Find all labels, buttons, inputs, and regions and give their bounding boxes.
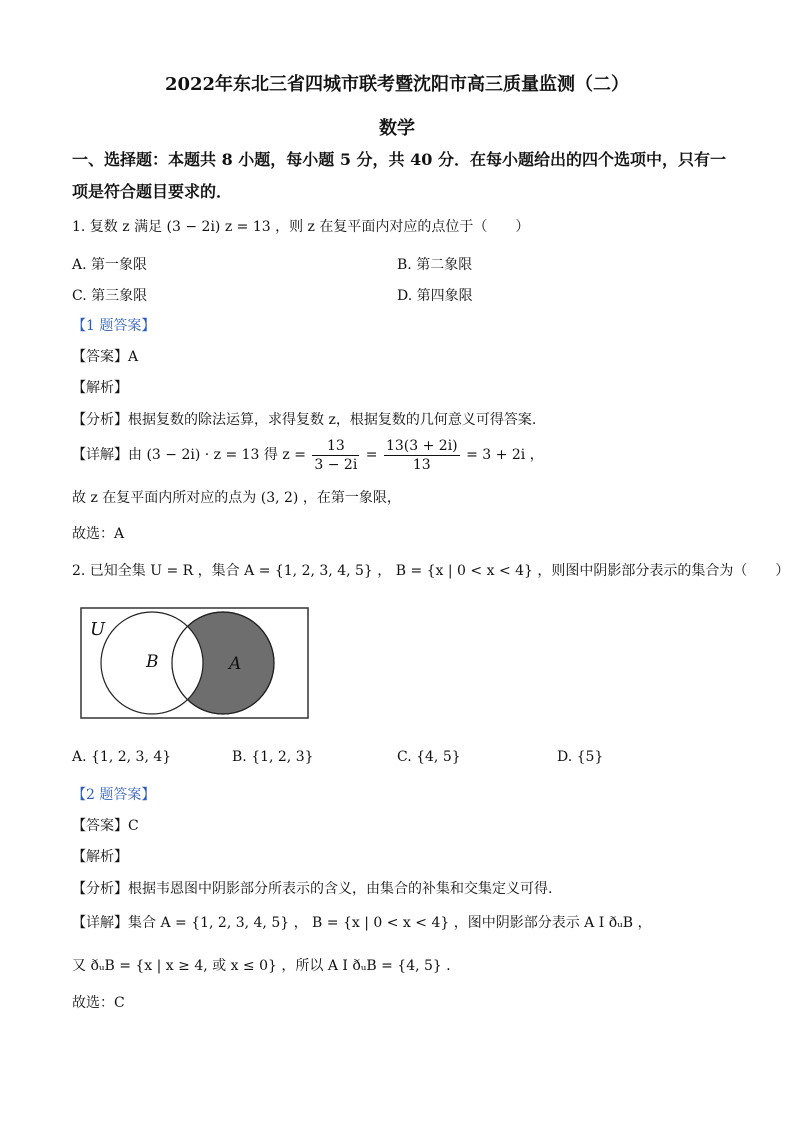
q2-also: 又 ðᵤB = {x | x ≥ 4, 或 x ≤ 0} ，所以 A I ðᵤB = {4, 5} ． [72,958,461,974]
q1-option-d: D. 第四象限 [397,288,473,304]
page-title: 2022年东北三省四城市联考暨沈阳市高三质量监测（二） [164,74,630,95]
q1-answer-heading: 【1 题答案】 [72,318,156,334]
equals-sign: = [365,447,378,463]
q2-stem: 2. 已知全集 U = R ，集合 A = {1, 2, 3, 4, 5} ， B = {x | 0 < x < 4} ，则图中阴影部分表示的集合为（ ） [72,563,790,579]
q2-choose: 故选：C [72,995,125,1011]
subject-title: 数学 [379,118,415,139]
q2-fenxi: 【分析】根据韦恩图中阴影部分所表示的含义，由集合的补集和交集定义可得. [72,881,553,897]
q1-choose: 故选：A [72,526,125,542]
q1-answer: 【答案】A [72,349,139,365]
q2-option-b: B. {1, 2, 3} [232,749,314,765]
q1-fenxi: 【分析】根据复数的除法运算，求得复数 z，根据复数的几何意义可得答案. [72,412,537,428]
q1-detail-prefix: 【详解】由 (3 − 2i) · z = 13 得 z = [72,447,306,463]
q1-option-a: A. 第一象限 [72,257,148,273]
q1-fraction-1-den: 3 − 2i [314,456,358,473]
q2-answer-heading: 【2 题答案】 [72,787,156,803]
q2-option-d: D. {5} [557,749,604,765]
q1-analysis-heading: 【解析】 [72,380,128,396]
q1-point: 故 z 在复平面内所对应的点为 (3, 2) ，在第一象限， [72,490,401,506]
q2-answer: 【答案】C [72,818,139,834]
q1-fraction-2-den: 13 [412,456,431,473]
section-heading-line2: 项是符合题目要求的． [72,182,233,201]
q1-fraction-1-num: 13 [312,437,359,456]
q1-detail-suffix: = 3 + 2i ， [466,447,544,463]
q2-analysis-heading: 【解析】 [72,849,128,865]
venn-diagram [80,607,310,720]
q2-option-c: C. {4, 5} [397,749,461,765]
q1-detail [72,436,544,474]
q2-detail: 【详解】集合 A = {1, 2, 3, 4, 5} ， B = {x | 0 < x < 4} ，图中阴影部分表示 A I ðᵤB ， [72,915,652,931]
q1-stem: 1. 复数 z 满足 (3 − 2i) z = 13 ，则 z 在复平面内对应的点位于（ ） [72,219,530,235]
universe-label: U [90,619,106,640]
q1-fraction-2-num: 13(3 + 2i) [385,437,458,454]
q2-option-a: A. {1, 2, 3, 4} [72,749,172,765]
section-heading-line1: 一、选择题：本题共 8 小题，每小题 5 分，共 40 分．在每小题给出的四个选项中，只有一 [72,150,726,169]
q1-option-b: B. 第二象限 [397,257,473,273]
set-b-label: B [146,652,159,672]
set-a-label: A [229,654,242,674]
q1-option-c: C. 第三象限 [72,288,148,304]
q1-fraction-1 [312,437,359,474]
q1-fraction-2 [384,437,460,474]
